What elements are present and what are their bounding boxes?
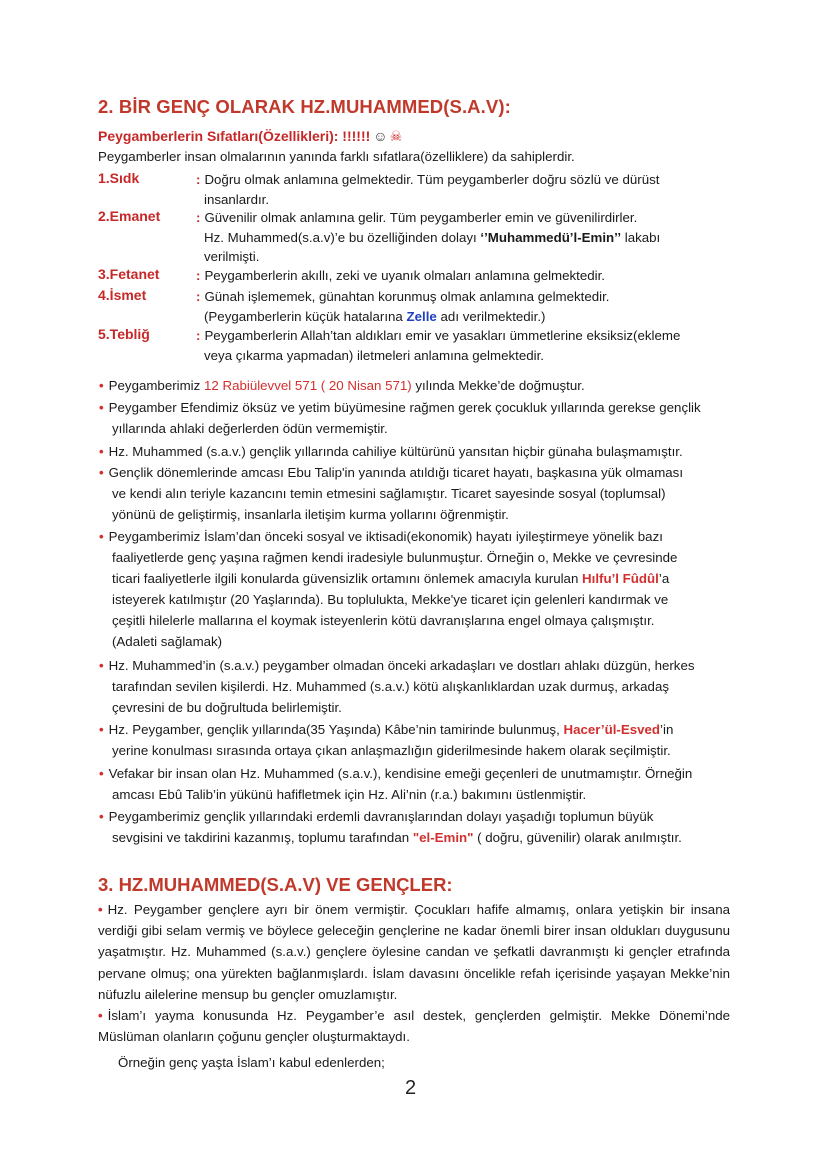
attribute-term-teblig: 5.Tebliğ	[98, 326, 150, 342]
attribute-def-teblig: : Peygamberlerin Allah’tan aldıkları emir ve yasakları ümmetlerine eksiksiz(ekleme veya çıkarma yapmadan) iletmeleri anlamına gelmektedir.	[196, 328, 681, 363]
section-3-paragraph-1: • Hz. Peygamber gençlere ayrı bir önem vermiştir. Çocukları hafife almamış, onlara yetişkin bir insana verdiği gibi selam vermiş ve böylece geleceğin gençlerine ne kadar önemli birer insan oldukları duygusunu yaşatmıştır. Hz. Muhammed (s.a.v.) gençlere öylesine candan ve şefkatli davranmıştı ki gençler etrafında pervane olmuş; ona yürekten bağlanmışlardı. İslam davasını öncelikle refah içerisinde yaşayan Mekke’nin nüfuzlu ailelerine mensup bu gençler omuzlamıştır.	[98, 902, 730, 1002]
attributes-subheading	[98, 128, 402, 145]
list-item: • Gençlik dönemlerinde amcası Ebu Talip'in yanında atıldığı ticaret hayatı, başkasına yük olmaması ve kendi alın teriyle kazancını temin etmesini sağlamıştır. Ticaret sayesinde sosyal (toplumsal) yönünü de geliştirmiş, insanlarla iletişim kurma yollarını öğrenmiştir.	[99, 465, 684, 522]
bullet-icon: •	[99, 658, 104, 673]
section-3-heading: 3. HZ.MUHAMMED(S.A.V) VE GENÇLER:	[98, 874, 453, 895]
page-number: 2	[405, 1077, 417, 1099]
bullet-icon: •	[99, 400, 104, 415]
list-item: • Peygamber Efendimiz öksüz ve yetim büyümesine rağmen gerek çocukluk yıllarında gerekse gençlik yıllarında ahlaki değerlerden ödün vermemiştir.	[99, 400, 701, 436]
list-item: • Vefakar bir insan olan Hz. Muhammed (s.a.v.), kendisine emeği geçenleri de unutmamıştır. Örneğin amcası Ebû Talib’in yükünü hafifletmek için Hz. Ali’nin (r.a.) bakımını üstlenmiştir.	[99, 766, 693, 802]
attribute-term-fetanet: 3.Fetanet	[98, 266, 160, 282]
list-item: • Hz. Muhammed’in (s.a.v.) peygamber olmadan önceki arkadaşları ve dostları ahlakı düzgün, herkes tarafından sevilen kişilerdi. Hz. Muhammed (s.a.v.) kötü alışkanlıklardan uzak durmuş, arkadaş çevresini de bu doğrultuda belirlemiştir.	[99, 658, 695, 715]
zelle-highlight: Zelle	[406, 308, 437, 324]
bullet-icon: •	[98, 1008, 103, 1023]
smile-icon: ☺	[373, 128, 388, 144]
bullet-icon: •	[99, 809, 104, 824]
list-item: • Peygamberimiz gençlik yıllarındaki erdemli davranışlarından dolayı yaşadığı toplumun büyük sevgisini ve takdirini kazanmış, toplumu tarafından "el-Emin" ( doğru, güvenilir) olarak anılmıştır.	[99, 809, 682, 845]
list-item: • Hz. Peygamber, gençlik yıllarında(35 Yaşında) Kâbe’nin tamirinde bulunmuş, Hacer’ül-Esved’in yerine konulması sırasında ortaya çıkan anlaşmazlığın giderilmesinde hakem olarak seçilmiştir.	[99, 722, 674, 758]
attributes-intro: Peygamberler insan olmalarının yanında farklı sıfatlara(özelliklere) da sahiplerdir.	[98, 149, 575, 164]
list-item: • Peygamberimiz 12 Rabiülevvel 571 ( 20 Nisan 571) yılında Mekke’de doğmuştur.	[99, 378, 585, 393]
attribute-term-ismet: 4.İsmet	[98, 287, 147, 303]
section-3-paragraph-3: Örneğin genç yaşta İslam’ı kabul edenlerden;	[118, 1055, 385, 1070]
attribute-def-fetanet: : Peygamberlerin akıllı, zeki ve uyanık olmaları anlamına gelmektedir.	[196, 268, 606, 283]
attribute-def-sidk: : Doğru olmak anlamına gelmektedir. Tüm peygamberler doğru sözlü ve dürüst insanlardır.	[196, 172, 660, 207]
bullet-icon: •	[99, 465, 104, 480]
bullet-icon: •	[99, 529, 104, 544]
bullet-icon: •	[99, 722, 104, 737]
list-item: • Peygamberimiz İslam’dan önceki sosyal ve iktisadi(ekonomik) hayatı iyileştirmeye yönelik bazı faaliyetlerde genç yaşına rağmen kendi iradesiyle bulunmuştur. Örneğin o, Mekke ve çevresinde ticari faaliyetlerle ilgili konularda güvensizlik ortamını önlemek amacıyla kurulan Hılfu’l Fûdûl’a isteyerek katılmıştır (20 Yaşlarında). Bu toplulukta, Mekke'ye ticaret için gelenleri kandırmak ve çeşitli hilelerle mallarına el koymak isteyenlerin kötü davranışlarına engel olmaya çalışmıştır. (Adaleti sağlamak)	[99, 529, 678, 649]
list-item: • Hz. Muhammed (s.a.v.) gençlik yıllarında cahiliye kültürünü yansıtan hiçbir günaha bulaşmamıştır.	[99, 444, 683, 459]
bullet-icon: •	[99, 444, 104, 459]
attribute-term-emanet: 2.Emanet	[98, 208, 161, 224]
attributes-subheading-text: Peygamberlerin Sıfatları(Özellikleri): !!!!!!	[98, 128, 371, 144]
skull-icon: ☠	[389, 128, 403, 144]
bullet-icon: •	[98, 902, 103, 917]
section-2-heading: 2. BİR GENÇ OLARAK HZ.MUHAMMED(S.A.V):	[98, 96, 511, 117]
section-3-paragraph-2: • İslam’ı yayma konusunda Hz. Peygamber’e asıl destek, gençlerden gelmiştir. Mekke Dönemi’nde Müslüman olanların çoğunu gençler oluşturmaktaydı.	[98, 1008, 730, 1045]
attribute-def-ismet: : Günah işlememek, günahtan korunmuş olmak anlamına gelmektedir. (Peygamberlerin küçük hatalarına Zelle adı verilmektedir.)	[196, 289, 610, 324]
bullet-icon: •	[99, 766, 104, 781]
attribute-def-emanet: : Güvenilir olmak anlamına gelir. Tüm peygamberler emin ve güvenilirdirler. Hz. Muhammed(s.a.v)’e bu özelliğinden dolayı ‘’Muhammedü’l-Emin’’ lakabı verilmişti.	[196, 210, 661, 264]
bullet-icon: •	[99, 378, 104, 393]
attribute-term-sidk: 1.Sıdk	[98, 170, 140, 186]
